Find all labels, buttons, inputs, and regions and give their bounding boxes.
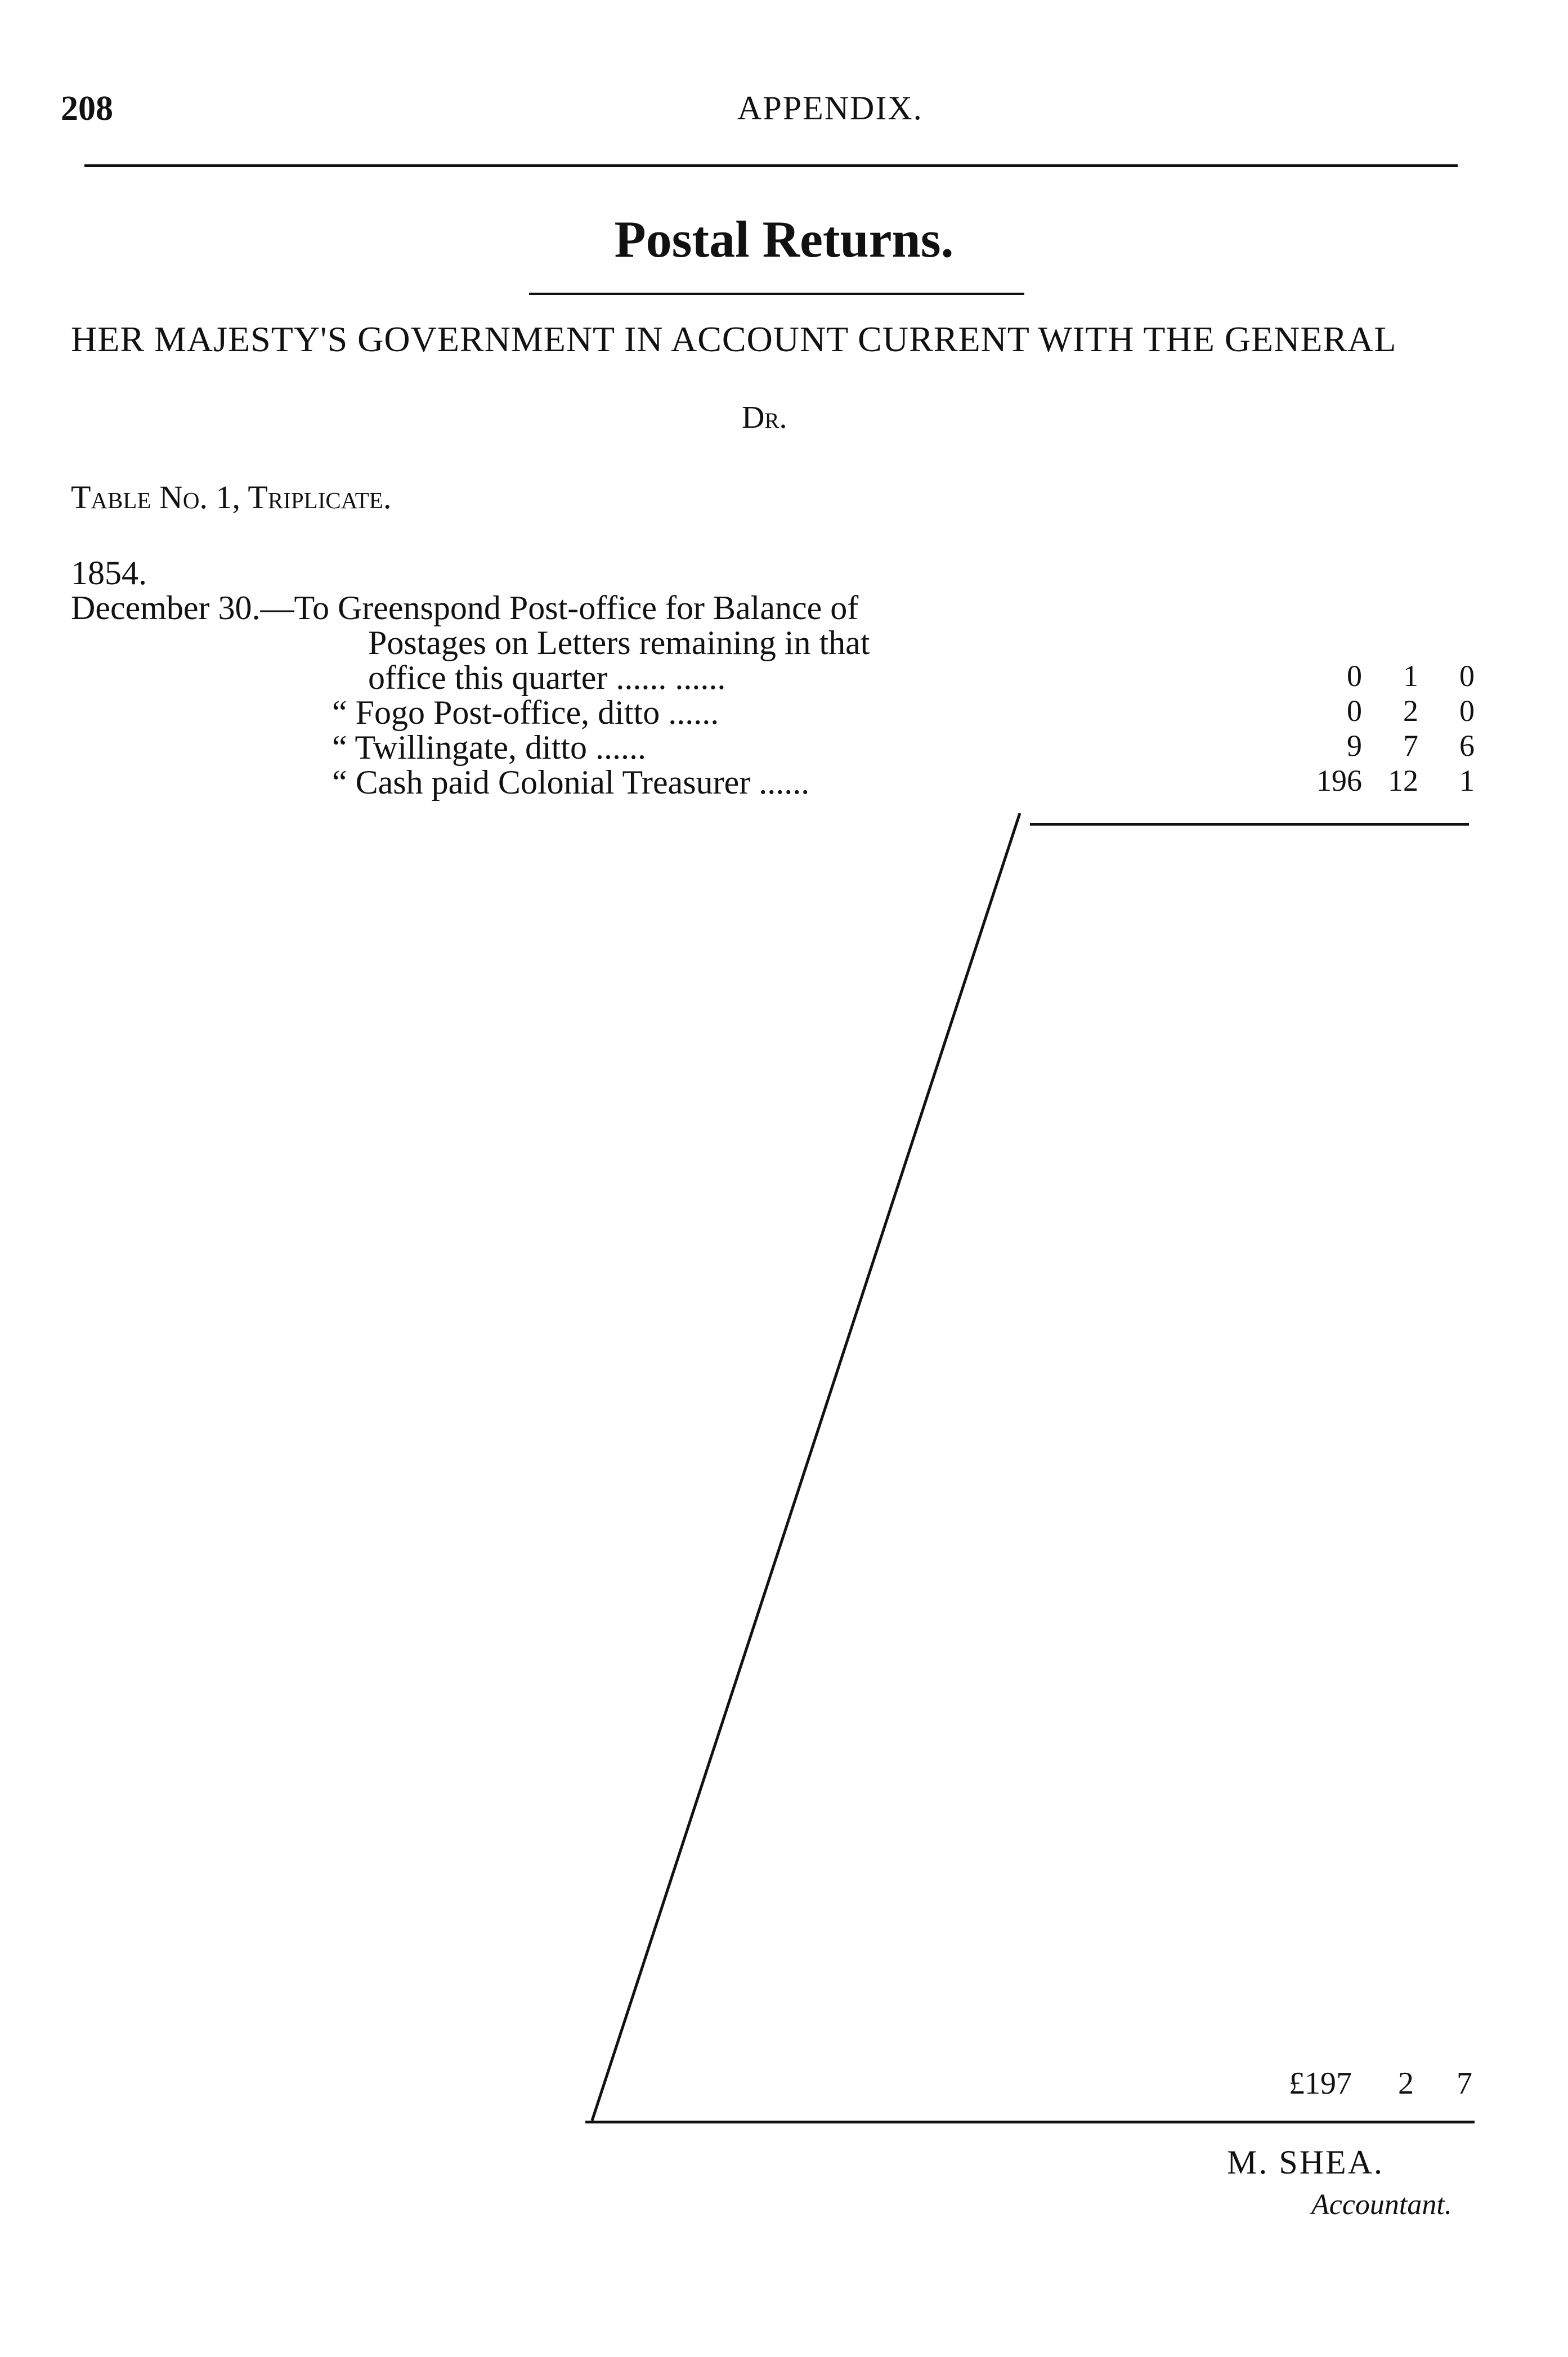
entry-pence: 0 [1459,659,1475,693]
entry-pence: 6 [1459,729,1475,763]
entry-shillings: 1 [1403,659,1418,693]
page-title: Postal Returns. [614,210,954,268]
entry-pounds: 0 [1347,659,1362,693]
account-heading: HER MAJESTY'S GOVERNMENT IN ACCOUNT CURRENT WITH THE GENERAL [71,319,1397,359]
entry-pounds: 0 [1347,694,1362,728]
entry-shillings: 2 [1403,694,1418,728]
signature-name: M. SHEA. [1227,2144,1385,2181]
entry-line: Postages on Letters remaining in that [368,624,870,661]
entry-pounds: 9 [1347,729,1362,763]
entry-pence: 1 [1459,764,1475,797]
entry-line: “ Fogo Post-office, ditto ...... [332,694,719,731]
total-shillings: 2 [1398,2066,1414,2101]
running-head: APPENDIX. [737,89,923,127]
signature-title: Accountant. [1311,2189,1452,2221]
entry-shillings: 12 [1388,764,1418,797]
account-year: 1854. [71,554,147,592]
table-label: Table No. 1, Triplicate. [71,479,392,516]
entry-pounds: 196 [1316,764,1362,797]
entry-line: “ Cash paid Colonial Treasurer ...... [332,764,810,801]
total-pounds: £197 [1289,2066,1352,2101]
entry-line: December 30.—To Greenspond Post-office for Balance of [71,589,859,626]
page-number: 208 [61,89,113,128]
total-rule [585,2121,1475,2123]
entry-shillings: 7 [1403,729,1418,763]
entry-line: “ Twillingate, ditto ...... [332,729,646,766]
debit-side-label: Dr. [742,400,787,435]
entry-line: office this quarter ...... ...... [368,659,726,696]
entry-pence: 0 [1459,694,1475,728]
total-pence: 7 [1457,2066,1472,2101]
